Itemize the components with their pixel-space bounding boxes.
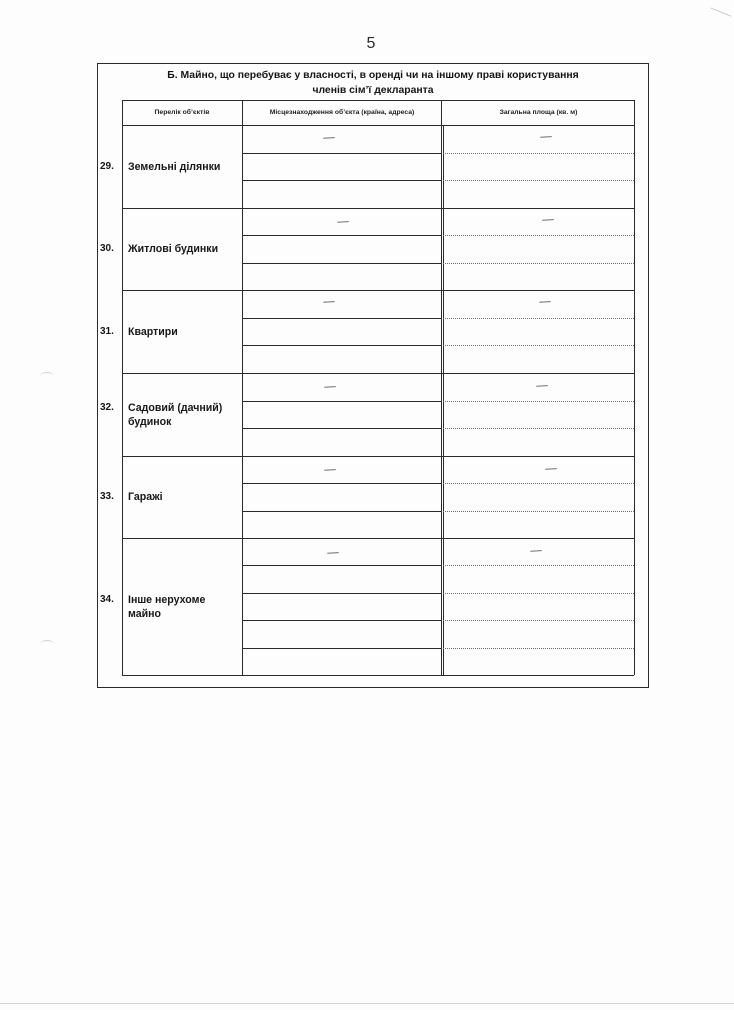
area-entry-line xyxy=(443,235,634,236)
row-label xyxy=(128,593,238,621)
table-left-border xyxy=(122,100,123,675)
group-divider xyxy=(122,538,634,539)
location-entry-line xyxy=(242,511,442,512)
row-label-line: Інше нерухоме xyxy=(128,594,206,606)
location-entry-line xyxy=(242,345,442,346)
location-entry-line xyxy=(242,318,442,319)
location-handwritten-dash: — xyxy=(322,291,336,311)
location-entry-line xyxy=(242,263,442,264)
row-number: 32. xyxy=(100,402,114,413)
area-handwritten-dash: — xyxy=(541,209,555,228)
row-label xyxy=(128,325,238,339)
area-handwritten-dash: — xyxy=(538,291,552,311)
area-entry-line xyxy=(443,153,634,154)
row-number: 29. xyxy=(100,161,114,172)
location-entry-line xyxy=(242,153,442,154)
area-entry-line xyxy=(443,263,634,264)
location-handwritten-dash: — xyxy=(322,127,336,147)
group-divider xyxy=(122,373,634,374)
area-entry-line xyxy=(443,511,634,512)
location-entry-line xyxy=(242,620,442,621)
location-entry-line xyxy=(242,593,442,594)
row-label-line: Квартири xyxy=(128,326,178,338)
location-handwritten-dash: — xyxy=(326,542,340,562)
location-entry-line xyxy=(242,648,442,649)
row-number: 31. xyxy=(100,326,114,337)
location-entry-line xyxy=(242,428,442,429)
area-entry-line xyxy=(443,648,634,649)
area-entry-line xyxy=(443,428,634,429)
area-entry-line xyxy=(443,483,634,484)
row-label-line: Садовий (дачний) xyxy=(128,402,223,414)
row-label-line: будинок xyxy=(128,416,172,428)
row-number: 34. xyxy=(100,594,114,605)
row-label xyxy=(128,242,238,256)
area-entry-line xyxy=(443,593,634,594)
row-label xyxy=(128,401,238,429)
table-right-border xyxy=(634,100,635,675)
row-label-line: майно xyxy=(128,608,161,620)
section-title-line-1: Б. Майно, що перебуває у власності, в оренді чи на іншому праві користування xyxy=(167,70,579,81)
area-handwritten-dash: — xyxy=(535,375,549,395)
location-handwritten-dash: — xyxy=(323,376,337,396)
location-entry-line xyxy=(242,180,442,181)
location-entry-line xyxy=(242,483,442,484)
table-top-border xyxy=(122,100,634,101)
section-title-line-2: членів сім’ї декларанта xyxy=(312,85,434,96)
scan-left-mark xyxy=(40,640,54,649)
area-entry-line xyxy=(443,620,634,621)
location-entry-line xyxy=(242,565,442,566)
scan-bottom-edge xyxy=(0,1003,734,1004)
row-number: 30. xyxy=(100,243,114,254)
area-entry-line xyxy=(443,318,634,319)
location-handwritten-dash: — xyxy=(323,459,337,478)
header-location: Місцезнаходження об’єкта (країна, адреса) xyxy=(269,109,415,116)
row-label xyxy=(128,490,238,504)
location-entry-line xyxy=(242,401,442,402)
column-divider xyxy=(441,100,442,675)
area-handwritten-dash: — xyxy=(539,126,553,146)
scan-left-mark xyxy=(40,372,54,381)
row-label-line: Житлові будинки xyxy=(128,243,219,255)
row-label-line: Гаражі xyxy=(128,491,163,503)
area-entry-line xyxy=(443,180,634,181)
area-entry-line xyxy=(443,345,634,346)
area-entry-line xyxy=(443,565,634,566)
table-bottom-border xyxy=(122,675,634,676)
header-area: Загальна площа (кв. м) xyxy=(499,109,578,116)
area-handwritten-dash: — xyxy=(544,458,558,477)
row-label-line: Земельні ділянки xyxy=(128,161,221,173)
page-number: 5 xyxy=(366,35,376,52)
location-handwritten-dash: — xyxy=(336,211,350,230)
location-entry-line xyxy=(242,235,442,236)
row-label xyxy=(128,160,238,174)
group-divider xyxy=(122,456,634,457)
header-objects: Перелік об’єктів xyxy=(154,109,210,116)
area-entry-line xyxy=(443,401,634,402)
column-divider xyxy=(242,100,243,675)
area-handwritten-dash: — xyxy=(529,540,543,560)
row-number: 33. xyxy=(100,491,114,502)
